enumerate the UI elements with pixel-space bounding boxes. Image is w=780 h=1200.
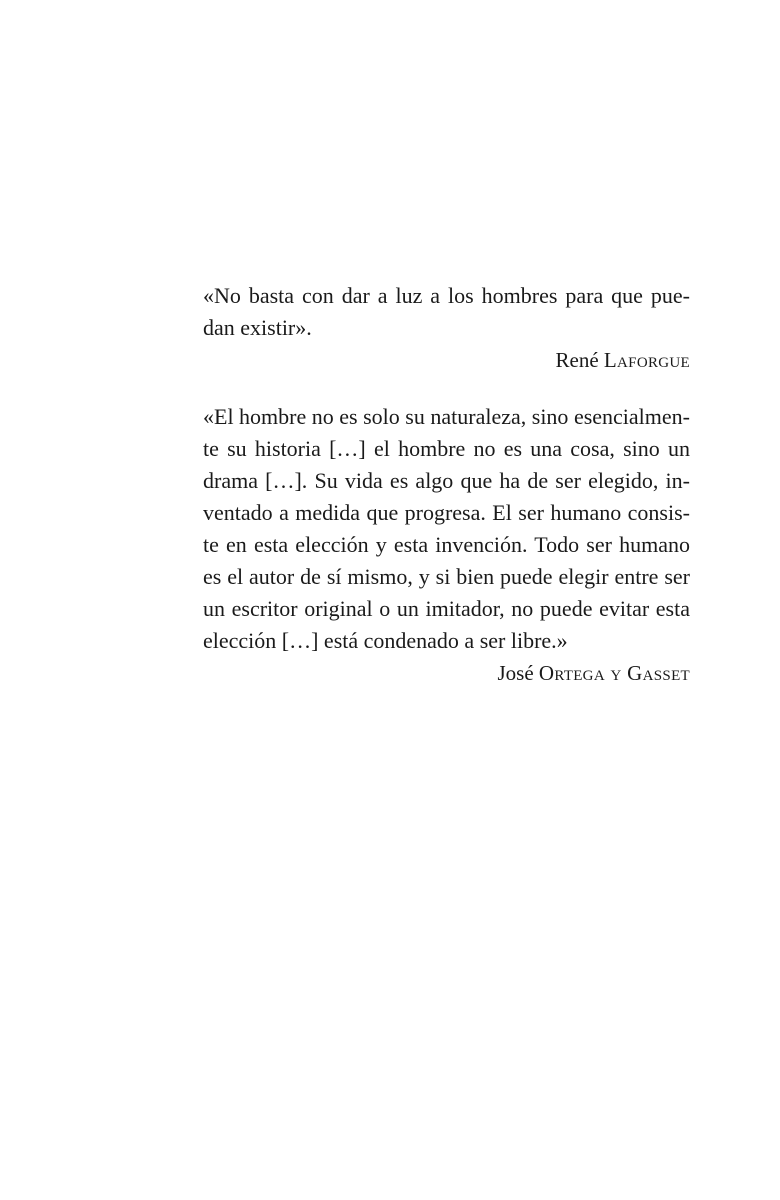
author-first-name: René bbox=[555, 348, 599, 372]
author-surname: Ortega y Gasset bbox=[538, 661, 690, 685]
attribution bbox=[203, 657, 690, 689]
quote-line: te en esta elección y esta invención. Todo ser humano bbox=[203, 532, 690, 557]
quote-line: «El hombre no es solo su naturaleza, sino esencialmen- bbox=[203, 404, 690, 429]
quote-line: es el autor de sí mismo, y si bien puede elegir entre ser bbox=[203, 564, 690, 589]
attribution bbox=[203, 344, 690, 376]
quote-line: elección […] está condenado a ser libre.» bbox=[203, 628, 568, 653]
epigraph-ortega bbox=[203, 401, 690, 689]
quote-line: drama […]. Su vida es algo que ha de ser elegido, in- bbox=[203, 468, 690, 493]
quote-line: «No basta con dar a luz a los hombres para que pue- bbox=[203, 283, 690, 308]
author-first-name: José bbox=[497, 661, 534, 685]
quote-line: dan existir». bbox=[203, 315, 312, 340]
quote-line: ventado a medida que progresa. El ser humano consis- bbox=[203, 500, 690, 525]
quote-line: te su historia […] el hombre no es una cosa, sino un bbox=[203, 436, 690, 461]
epigraph-laforgue bbox=[203, 280, 690, 376]
author-surname: Laforgue bbox=[603, 348, 690, 372]
quote-line: un escritor original o un imitador, no puede evitar esta bbox=[203, 596, 690, 621]
